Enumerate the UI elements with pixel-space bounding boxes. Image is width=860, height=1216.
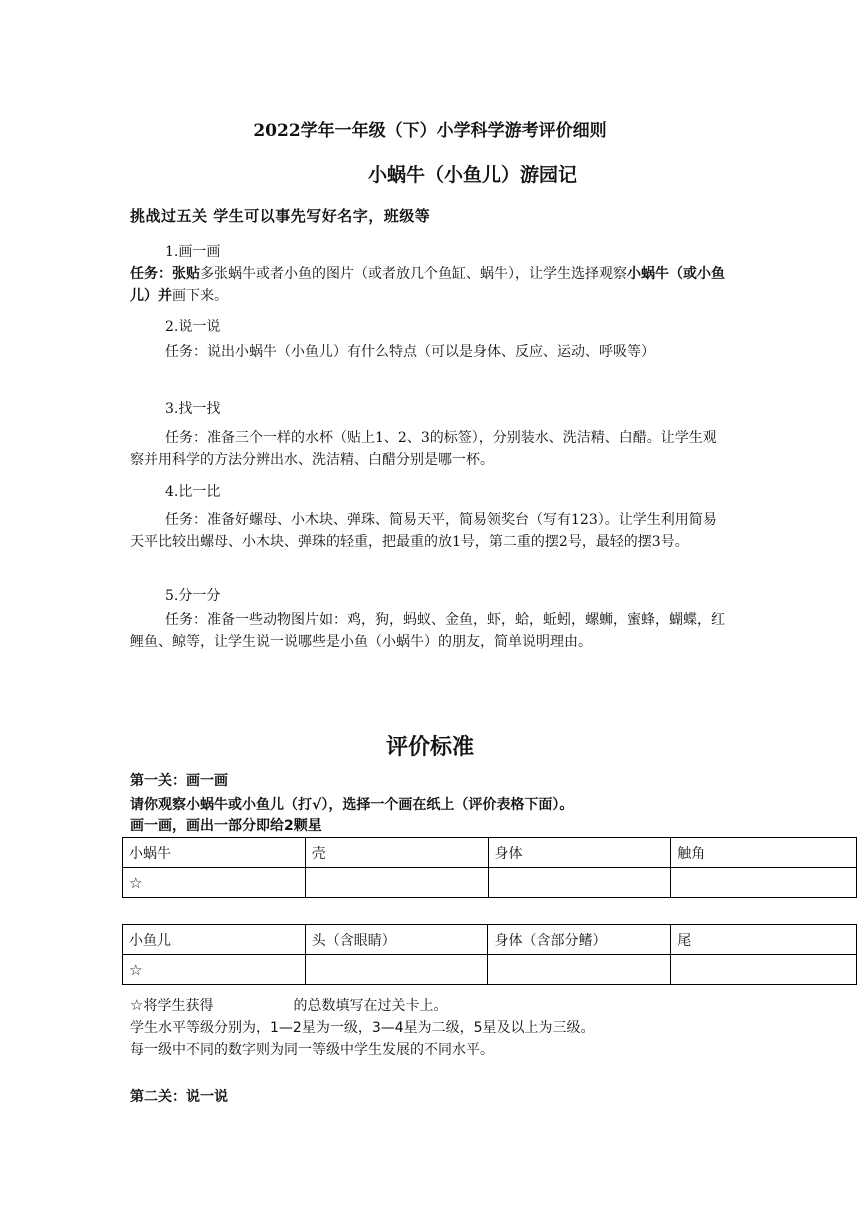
note-text-b: 的总数填写在过关卡上。 (293, 998, 448, 1014)
task-3-heading: 3.找一找 (165, 401, 221, 417)
table-row (123, 925, 857, 955)
task-5-text: 任务：准备一些动物图片如：鸡，狗，蚂蚁、金鱼，虾，蛤，蚯蚓，螺蛳，蜜蜂，蝴蝶，红鲤鱼、鲸等，让学生说一说哪些是小鱼（小蜗牛）的朋友，简单说明理由。 (130, 612, 725, 650)
table-cell (488, 955, 671, 985)
challenge-line: 挑战过五关 学生可以事先写好名字，班级等 (130, 207, 431, 225)
table-cell (671, 868, 857, 898)
evaluation-title: 评价标准 (385, 735, 474, 760)
table-cell (305, 868, 488, 898)
star-icon: ☆ (123, 955, 306, 985)
table-cell (305, 955, 488, 985)
level-2-heading: 第二关：说一说 (130, 1089, 228, 1105)
table-row (123, 955, 857, 985)
table-cell (671, 955, 857, 985)
note-line-1 (130, 995, 447, 1016)
task-4-text: 任务：准备好螺母、小木块、弹珠、简易天平，简易领奖台（写有123）。让学生利用简易天平比较出螺母、小木块、弹珠的轻重，把最重的放1号，第二重的摆2号，最轻的摆3号。 (130, 512, 717, 550)
table-cell (488, 868, 671, 898)
task-1-heading: 1.画一画 (165, 244, 221, 260)
fish-header-cell: 小鱼儿 (123, 925, 306, 955)
table-row (123, 838, 857, 868)
task-2-heading: 2.说一说 (165, 319, 221, 335)
note-text-a: 将学生获得 (143, 998, 214, 1014)
task-1-prefix: 任务：张贴 (130, 266, 200, 282)
task-2-text: 任务：说出小蜗牛（小鱼儿）有什么特点（可以是身体、反应、运动、呼吸等） (165, 344, 655, 360)
snail-header-cell: 小蜗牛 (123, 838, 306, 868)
snail-header-cell: 触角 (671, 838, 857, 868)
note-line-2: 学生水平等级分别为，1—2星为一级，3—4星为二级，5星及以上为三级。 (130, 1020, 595, 1036)
star-icon: ☆ (130, 996, 144, 1014)
snail-header-cell: 壳 (305, 838, 488, 868)
fish-header-cell: 尾 (671, 925, 857, 955)
task-1-text-c: 画下来。 (172, 288, 228, 304)
snail-header-cell: 身体 (488, 838, 671, 868)
note-line-3: 每一级中不同的数字则为同一等级中学生发展的不同水平。 (130, 1042, 494, 1058)
star-icon: ☆ (123, 868, 306, 898)
level-1-instruction: 请你观察小蜗牛或小鱼儿（打√），选择一个画在纸上（评价表格下面）。 (130, 797, 574, 813)
task-3-text: 任务：准备三个一样的水杯（贴上1、2、3的标签），分别装水、洗洁精、白醋。让学生观察并用科学的方法分辨出水、洗洁精、白醋分别是哪一杯。 (130, 430, 717, 468)
level-1-heading: 第一关：画一画 (130, 773, 228, 789)
level-1-rule: 画一画，画出一部分即给2颗星 (130, 818, 322, 834)
fish-header-cell: 身体（含部分鳍） (488, 925, 671, 955)
fish-header-cell: 头（含眼睛） (305, 925, 488, 955)
page-subtitle: 小蜗牛（小鱼儿）游园记 (368, 164, 578, 186)
task-4-heading: 4.比一比 (165, 484, 221, 500)
table-row (123, 868, 857, 898)
task-5-heading: 5.分一分 (165, 588, 221, 604)
snail-table (122, 837, 857, 898)
page-title: 2022学年一年级（下）小学科学游考评价细则 (253, 121, 607, 141)
task-1-text-a: 多张蜗牛或者小鱼的图片（或者放几个鱼缸、蜗牛），让学生选择观察 (200, 266, 627, 282)
task-1-text (130, 263, 730, 307)
fish-table (122, 924, 857, 985)
task-1-bold: 小蜗牛（或小鱼儿）并 (130, 266, 725, 304)
